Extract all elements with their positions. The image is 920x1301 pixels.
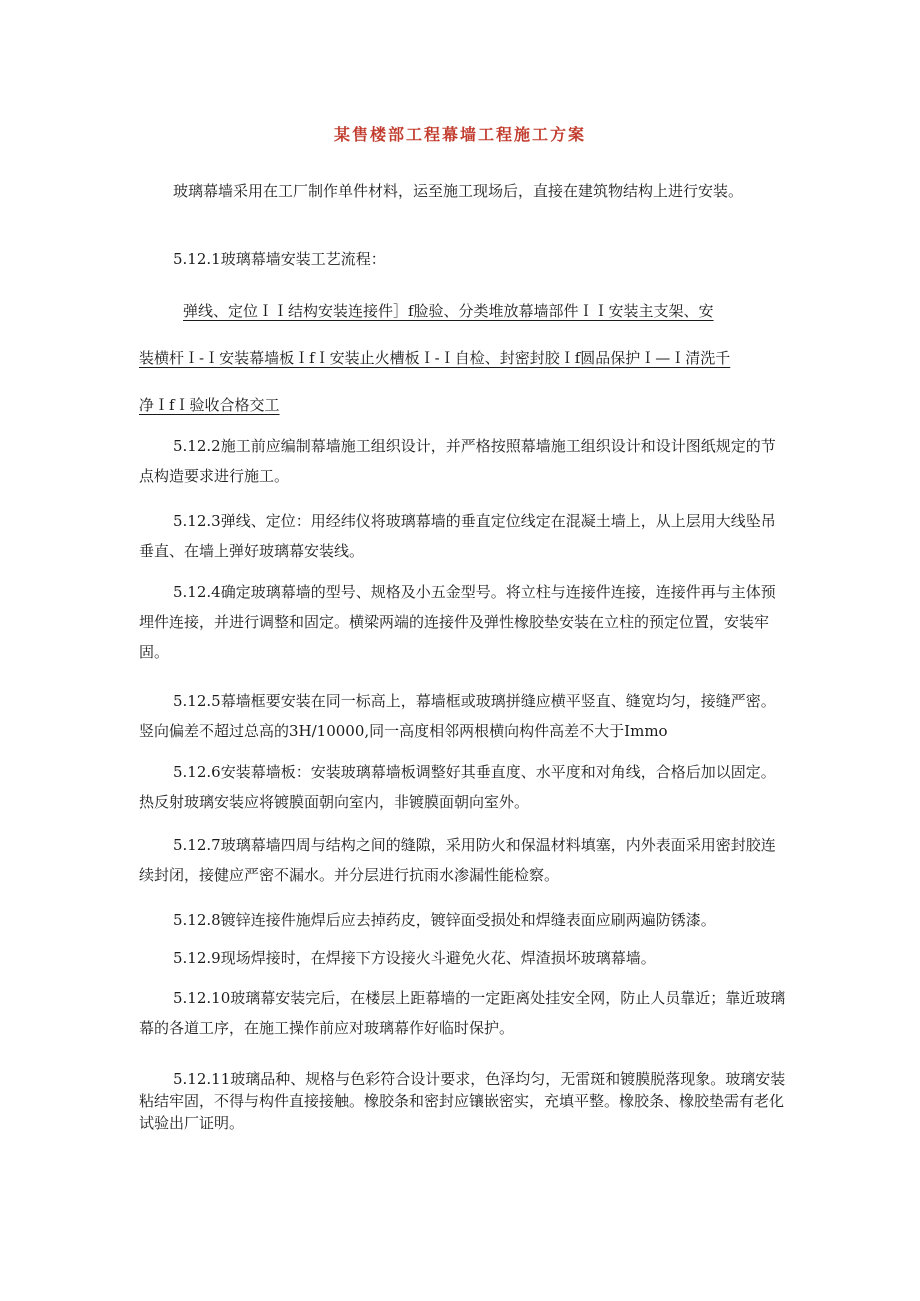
item-block [139,830,789,890]
list-item: 5.12.6安装幕墙板：安装玻璃幕墙板调整好其垂直度、水平度和对角线，合格后加以固定。热反射玻璃安装应将镀膜面朝向室内，非镀膜面朝向室外。 [139,763,776,811]
item-block [139,1068,789,1134]
item-block [139,943,789,973]
flow-line: 装横杆Ｉ-Ｉ安装幕墙板ＩfＩ安装止火槽板Ｉ-Ｉ自检、封密封胶Ｉf圆品保护Ｉ—Ｉ清洗千 [139,349,731,367]
heading-block [139,244,789,274]
list-item: 5.12.7玻璃幕墙四周与结构之间的缝隙，采用防火和保温材料填塞，内外表面采用密封胶连续封闭，接健应严密不漏水。并分层进行抗雨水渗漏性能检察。 [139,836,776,884]
list-item: 5.12.10玻璃幕安装完后，在楼层上距幕墙的一定距离处挂安全网，防止人员靠近；靠近玻璃幕的各道工序，在施工操作前应对玻璃幕作好临时保护。 [139,989,786,1037]
item-block [139,431,789,491]
list-item: 5.12.9现场焊接时，在焊接下方设接火斗避免火花、焊渣损坏玻璃幕墙。 [173,949,656,967]
item-block [139,757,789,817]
list-item: 5.12.2施工前应编制幕墙施工组织设计，并严格按照幕墙施工组织设计和设计图纸规定的节点构造要求进行施工。 [139,437,776,485]
intro-block [139,172,789,210]
item-block [139,686,789,746]
item-block [139,905,789,935]
document-title: 某售楼部工程幕墙工程施工方案 [333,125,586,144]
list-item: 5.12.3弹线、定位：用经纬仪将玻璃幕墙的垂直定位线定在混凝土墙上，从上层用大线坠吊垂直、在墙上弹好玻璃幕安装线。 [139,512,776,560]
flow-block [139,288,789,429]
item-block [139,983,789,1043]
item-block [139,506,789,566]
flow-line: 弹线、定位ＩＩ结构安装连接件］f脸验、分类堆放幕墙部件ＩＩ安装主支架、安 [183,302,714,320]
item-block [139,577,789,667]
list-item: 5.12.4确定玻璃幕墙的型号、规格及小五金型号。将立柱与连接件连接，连接件再与主体预埋件连接，并进行调整和固定。横梁两端的连接件及弹性橡胶垫安装在立柱的预定位置，安装牢固。 [139,583,776,661]
list-item: 5.12.11玻璃品种、规格与色彩符合设计要求，色泽均匀，无雷斑和镀膜脱落现象。玻璃安装粘结牢固，不得与构件直接接触。橡胶条和密封应镶嵌密实，充填平整。橡胶条、橡胶垫需有老化试验出厂证明。 [139,1070,786,1132]
list-item: 5.12.8镀锌连接件施焊后应去掉药皮，镀锌面受损处和焊缝表面应刷两遍防锈漆。 [173,911,716,929]
flow-line: 净ＩfＩ验收合格交工 [139,396,280,414]
list-item: 5.12.5幕墙框要安装在同一标高上，幕墙框或玻璃拼缝应横平竖直、缝宽均匀，接缝严密。竖向偏差不超过总高的3H/10000,同一高度相邻两根横向构件高差不大于Immo [139,692,776,740]
intro-paragraph: 玻璃幕墙采用在工厂制作单件材料，运至施工现场后，直接在建筑物结构上进行安装。 [173,182,744,200]
section-heading: 5.12.1玻璃幕墙安装工艺流程： [173,250,386,268]
